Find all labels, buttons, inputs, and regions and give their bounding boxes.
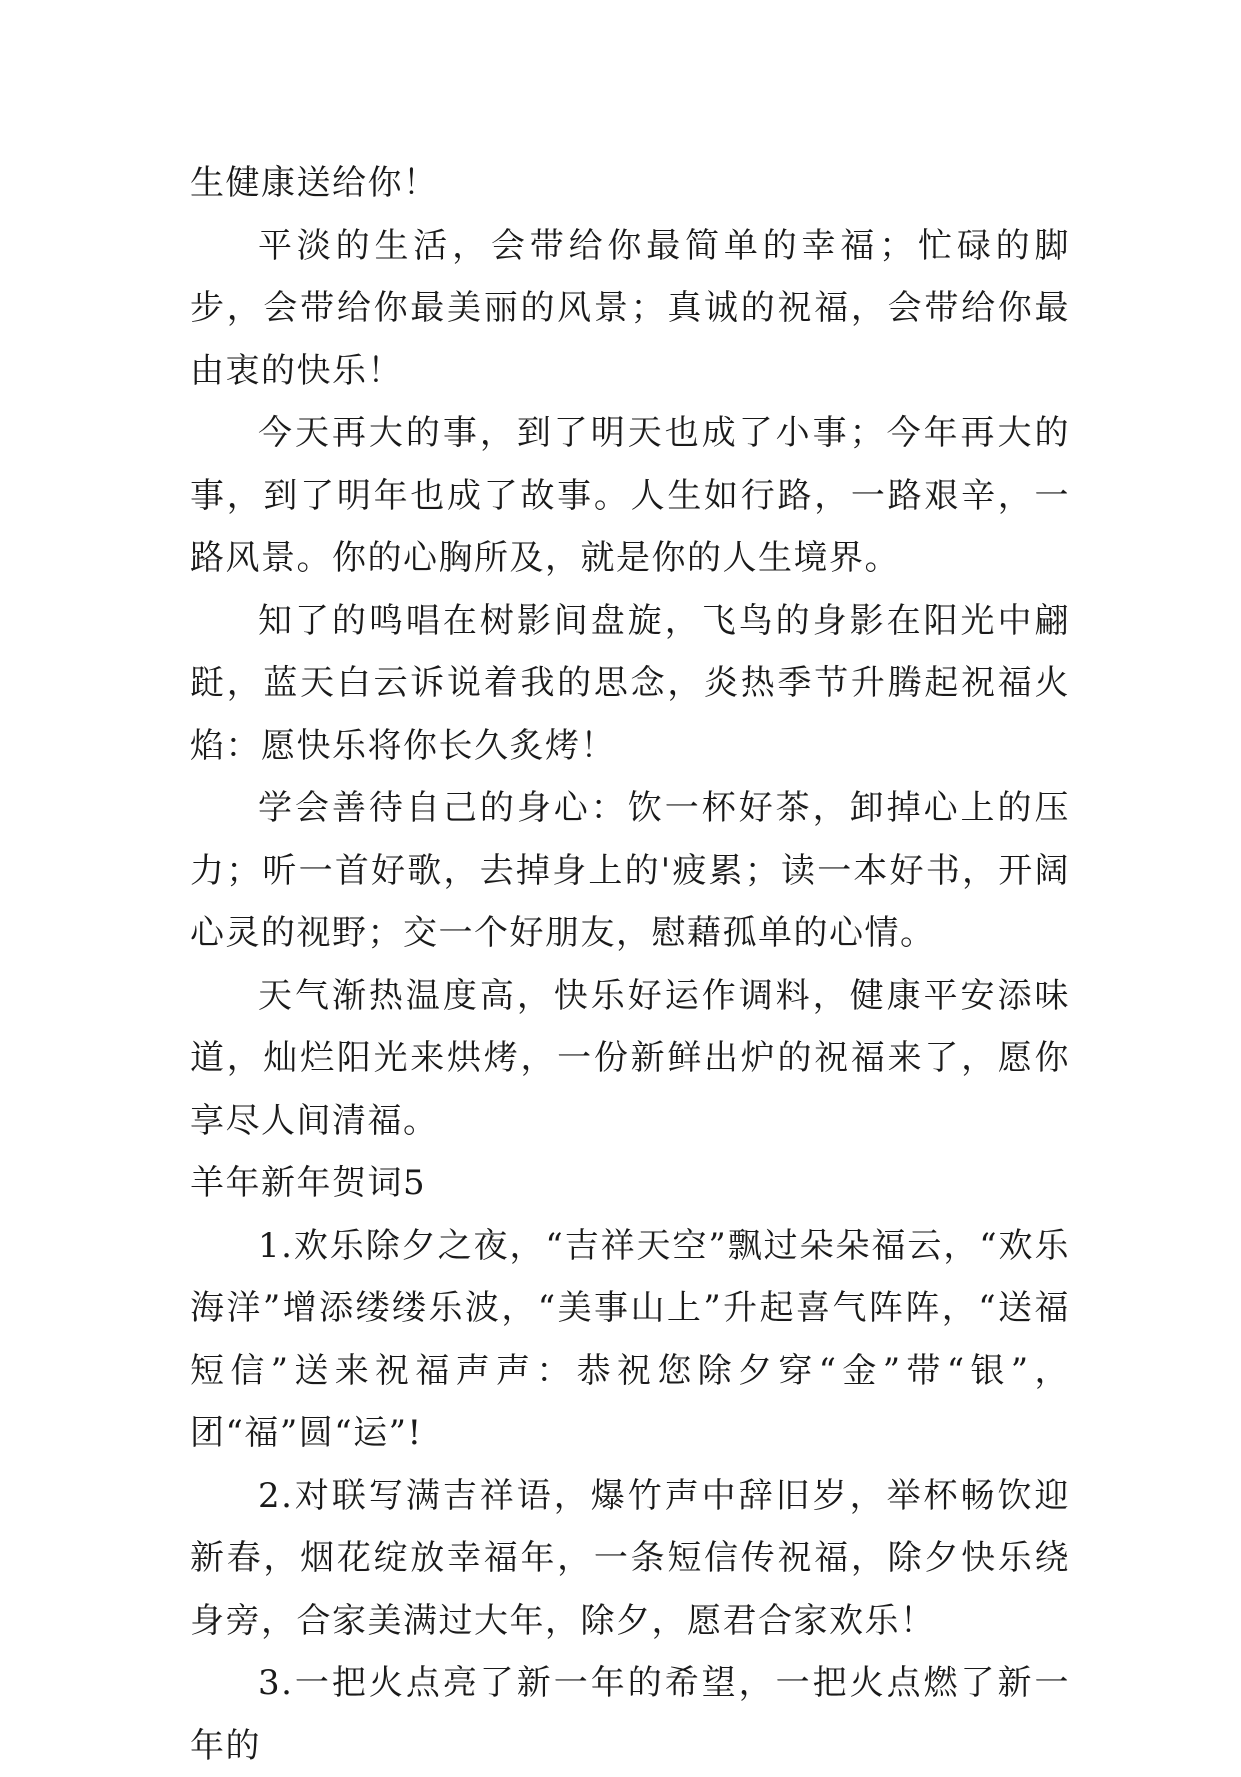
document-body [190,152,1070,1777]
paragraph: 平淡的生活，会带给你最简单的幸福；忙碌的脚步，会带给你最美丽的风景；真诚的祝福，会带给你最由衷的快乐！ [190,225,1070,391]
paragraph: 今天再大的事，到了明天也成了小事；今年再大的事，到了明年也成了故事。人生如行路，一路艰辛，一路风景。你的心胸所及，就是你的人生境界。 [190,413,1070,578]
list-item: 1.欢乐除夕之夜，“吉祥天空”飘过朵朵福云，“欢乐海洋”增添缕缕乐波，“美事山上”升起喜气阵阵，“送福短信”送来祝福声声：恭祝您除夕穿“金”带“银”，团“福”圆“运”! [190,1225,1070,1453]
list-item: 2.对联写满吉祥语，爆竹声中辞旧岁，举杯畅饮迎新春，烟花绽放幸福年，一条短信传祝福，除夕快乐绕身旁，合家美满过大年，除夕，愿君合家欢乐！ [190,1475,1070,1641]
paragraph: 天气渐热温度高，快乐好运作调料，健康平安添味道，灿烂阳光来烘烤，一份新鲜出炉的祝福来了，愿你享尽人间清福。 [190,975,1070,1141]
section-heading: 羊年新年贺词5 [190,1163,427,1203]
paragraph: 知了的鸣唱在树影间盘旋，飞鸟的身影在阳光中翩跹，蓝天白云诉说着我的思念，炎热季节升腾起祝福火焰：愿快乐将你长久炙烤！ [190,600,1070,766]
list-item: 3.一把火点亮了新一年的希望，一把火点燃了新一年的 [190,1663,1070,1766]
paragraph: 学会善待自己的身心：饮一杯好茶，卸掉心上的压力；听一首好歌，去掉身上的'疲累；读一本好书，开阔心灵的视野；交一个好朋友，慰藉孤单的心情。 [190,788,1070,953]
paragraph-continuation: 生健康送给你！ [190,163,439,203]
